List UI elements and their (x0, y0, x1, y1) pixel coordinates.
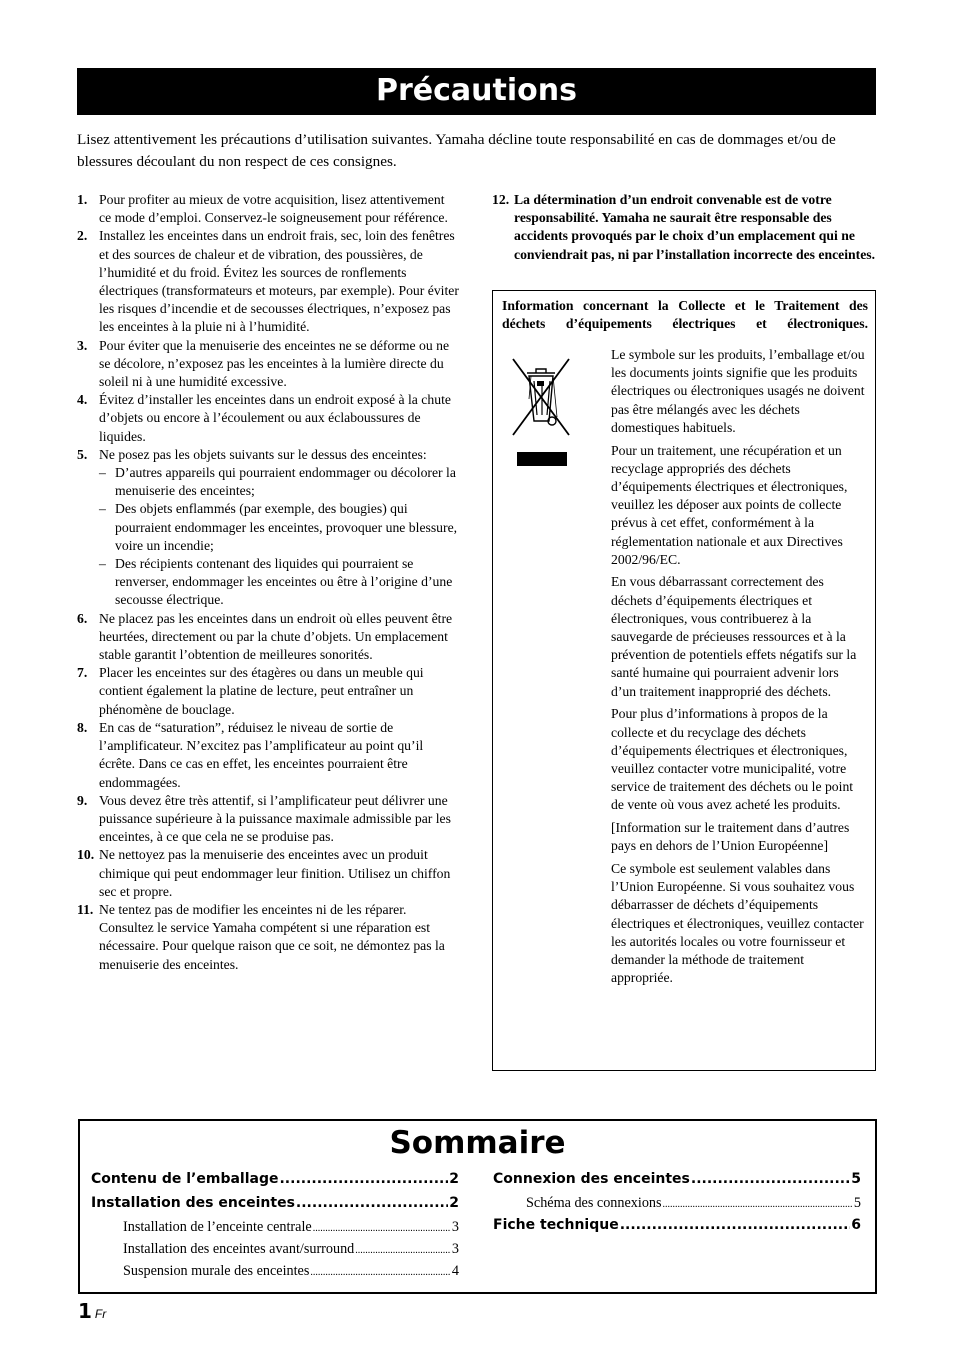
sub-list-item: – Des objets enflammés (par exemple, des bougies) qui pourraient endommager les enceintes, provoquer une blessure, voire un incendie; (99, 501, 458, 553)
sommaire-box (78, 1119, 877, 1294)
list-item: 12. La détermination d’un endroit convenable est de votre responsabilité. Yamaha ne saurait être responsable des accidents provoqués par le choix d’un emplacement qui ne conviendrait pas, ni par l’installation incorrecte des enceintes. (492, 192, 876, 262)
list-item: 8. En cas de “saturation”, réduisez le niveau de sortie de l’amplificateur. N’excitez pas l’amplificateur au point qu’il écrête. Dans ce cas en effet, les enceintes pourraient être endommagées. (77, 719, 424, 790)
weee-paragraph: En vous débarrassant correctement des déchets d’équipements électriques et électroniques, vous contribuerez à la sauvegarde de précieuses ressources et à la prévention de potentiels effets négatifs sur la santé humaine qui pourraient advenir lors d’un traitement inapproprié des déchets. (611, 574, 857, 699)
sub-list-item: – Des récipients contenant des liquides qui pourraient se renverser, endommager les enceintes ou être à l’origine d’une secousse électrique. (99, 556, 453, 608)
toc-entry[interactable]: Contenu de l’emballage ..... 2 (91, 1171, 459, 1195)
toc-entry[interactable]: Installation des enceintes ..... 2 (91, 1195, 459, 1219)
list-item: 10. Ne nettoyez pas la menuiserie des enceintes avec un produit chimique qui peut endommager leur finition. Utilisez un chiffon sec et propre. (77, 847, 451, 899)
list-item: 1. Pour profiter au mieux de votre acquisition, lisez attentivement ce mode d’emploi. Conservez-le soigneusement pour référence. (77, 192, 448, 226)
page-footer (78, 1299, 106, 1323)
toc-entry[interactable]: Fiche technique ..... 6 (493, 1217, 861, 1241)
list-item: 9. Vous devez être très attentif, si l’amplificateur peut délivrer une puissance supérieure à la puissance maximale admissible par les enceintes, à ce que cela ne se produise pas. (77, 792, 451, 845)
weee-paragraph: Le symbole sur les produits, l’emballage et/ou les documents joints signifie que les produits électriques ou électroniques usagés ne doivent pas être mélangés avec les déchets domestiques habituels. (611, 347, 865, 435)
list-item: 2. Installez les enceintes dans un endroit frais, sec, loin des fenêtres et des sources de chaleur et de vibration, des poussières, de l’humidité et du froid. Évitez les sources de ronflements électriques (transformateurs et moteurs, par exemple). Pour éviter les risques d’incendie et de secousses électriques, n’exposez pas les enceintes à la pluie ni à l’humidité. (77, 228, 459, 335)
precautions-title: Précautions (77, 68, 876, 115)
list-item: 7. Placer les enceintes sur des étagères ou dans un meuble qui contient également la platine de lecture, peut entraîner un phénomène de bouclage. (77, 665, 424, 717)
list-item: 6. Ne placez pas les enceintes dans un endroit où elles peuvent être heurtées, directement ou par la chute d’objets. Un emplacement stable garantit l’obtention de meilleures sonorités. (77, 610, 453, 663)
intro-paragraph: Lisez attentivement les précautions d’utilisation suivantes. Yamaha décline toute responsabilité en cas de dommages et/ou de blessures découlant du non respect de ces consignes. (77, 131, 836, 170)
precautions-list-right (492, 191, 876, 264)
language-code: Fr (94, 1307, 107, 1321)
weee-paragraph: Pour plus d’informations à propos de la collecte et du recyclage des déchets d’équipements électriques et électroniques, veuillez contacter votre municipalité, votre service de traitement des déchets ou le point de vente où vous avez acheté les produits. (611, 706, 854, 813)
toc-entry[interactable]: Installation des enceintes avant/surround ..... 3 (123, 1241, 459, 1263)
precautions-list-left (77, 191, 459, 974)
page-number: 1 (78, 1299, 92, 1323)
list-item: 3. Pour éviter que la menuiserie des enceintes ne se déforme ou ne se décolore, n’exposez pas les enceintes à la lumière directe du soleil ni à une humidité excessive. (77, 337, 450, 390)
toc-entry[interactable]: Schéma des connexions ..... 5 (526, 1195, 861, 1217)
toc-right-column (493, 1171, 861, 1241)
sub-list-item: – D’autres appareils qui pourraient endommager ou décolorer la menuiserie des enceintes; (99, 465, 456, 499)
list-item: 5. Ne posez pas les objets suivants sur le dessus des enceintes: (77, 446, 427, 462)
weee-paragraph: Ce symbole est seulement valables dans l’Union Européenne. Si vous souhaitez vous débarrasser de déchets d’équipements électriques et électroniques, veuillez contacter les autorités locales ou votre fournisseur et demander la méthode de traitement appropriée. (611, 860, 864, 986)
weee-info-box (492, 290, 876, 1071)
crossed-out-wheelie-bin-icon (507, 351, 577, 467)
list-item: 11. Ne tentez pas de modifier les enceintes ni de les réparer. Consultez le service Yamaha compétent si une réparation est nécessaire. Pour quelque raison que ce soit, ne démontez pas la menuiserie des enceintes. (77, 901, 445, 972)
sommaire-title: Sommaire (389, 1125, 566, 1161)
weee-paragraph: Pour un traitement, une récupération et un recyclage appropriés des déchets d’équipements électriques et électroniques, veuillez les déposer aux points de collecte prévus à cet effet, conformément à la réglementation nationale et aux Directives 2002/96/EC. (611, 442, 848, 567)
toc-entry[interactable]: Installation de l’enceinte centrale ..... 3 (123, 1219, 459, 1241)
toc-entry[interactable]: Connexion des enceintes ..... 5 (493, 1171, 861, 1195)
weee-text (611, 346, 867, 992)
list-item: 4. Évitez d’installer les enceintes dans un endroit exposé à la chute d’objets ou encore à l’écoulement ou aux éclaboussures de liquides. (77, 392, 451, 444)
weee-paragraph: [Information sur le traitement dans d’autres pays en dehors de l’Union Européenne] (611, 820, 850, 854)
toc-left-column (91, 1171, 459, 1285)
weee-heading: Information concernant la Collecte et le Traitement des déchets d’équipements électriques et électroniques. (502, 298, 868, 331)
toc-entry[interactable]: Suspension murale des enceintes ..... 4 (123, 1263, 459, 1285)
